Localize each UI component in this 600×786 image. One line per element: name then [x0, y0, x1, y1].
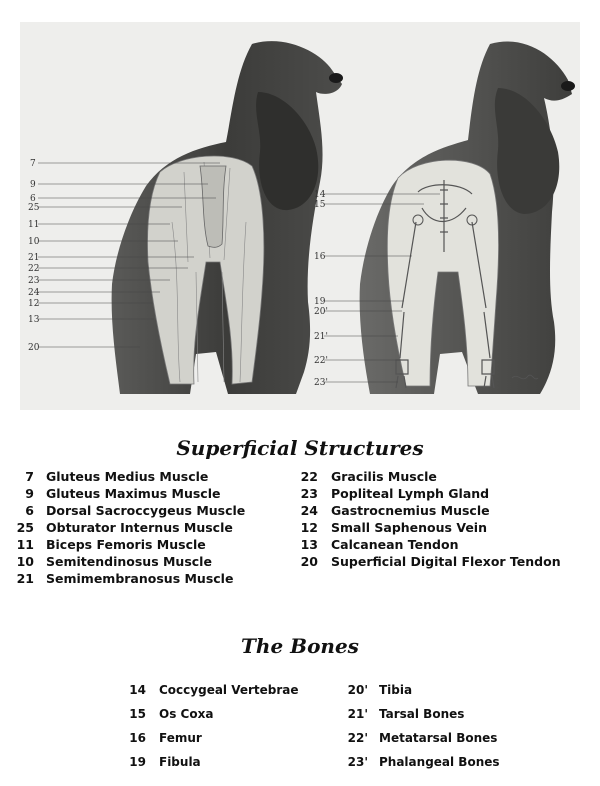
legend-item — [124, 683, 299, 707]
right-dog-ear — [495, 88, 559, 214]
legend-label: Dorsal Sacroccygeus Muscle — [46, 503, 246, 518]
legend-label: Fibula — [159, 755, 201, 769]
callout-20: 20 — [28, 343, 40, 353]
legend-label: Calcanean Tendon — [331, 537, 459, 552]
legend-label: Tarsal Bones — [379, 707, 465, 721]
legend-number: 25 — [16, 520, 34, 535]
callout-21-prime: 21' — [314, 332, 328, 342]
legend-item — [298, 537, 561, 554]
legend-label: Gluteus Medius Muscle — [46, 469, 209, 484]
anatomy-plate — [20, 22, 580, 410]
legend-number: 24 — [300, 503, 318, 518]
legend-number: 23 — [300, 486, 318, 501]
legend-item — [14, 520, 245, 537]
legend-number: 21' — [347, 707, 368, 721]
legend-number: 7 — [25, 469, 34, 484]
legend-item — [298, 469, 561, 486]
legend-label: Gracilis Muscle — [331, 469, 437, 484]
legend-item — [14, 537, 245, 554]
legend-label: Obturator Internus Muscle — [46, 520, 233, 535]
callout-12: 12 — [28, 299, 40, 309]
callout-14: 14 — [314, 190, 326, 200]
legend-item — [14, 503, 245, 520]
callout-10: 10 — [28, 237, 40, 247]
right-dog-nose — [561, 81, 575, 91]
legend-label: Coccygeal Vertebrae — [159, 683, 299, 697]
legend-item — [346, 683, 500, 707]
legend-item — [346, 707, 500, 731]
legend-item — [14, 486, 245, 503]
legend-item — [124, 707, 299, 731]
legend-label: Femur — [159, 731, 202, 745]
callout-25: 25 — [28, 203, 40, 213]
left-dog — [112, 41, 343, 394]
legend-label: Semimembranosus Muscle — [46, 571, 234, 586]
bones-legend-left — [124, 683, 299, 779]
legend-item — [14, 571, 245, 588]
callout-11: 11 — [28, 220, 40, 230]
callout-23-prime: 23' — [314, 378, 328, 388]
legend-item — [298, 554, 561, 571]
legend-label: Metatarsal Bones — [379, 731, 498, 745]
legend-label: Gastrocnemius Muscle — [331, 503, 490, 518]
legend-item — [124, 755, 299, 779]
legend-number: 14 — [129, 683, 146, 697]
legend-item — [14, 469, 245, 486]
superficial-legend-right — [298, 469, 561, 571]
legend-number: 16 — [129, 731, 146, 745]
superficial-legend-left — [14, 469, 245, 588]
legend-number: 6 — [25, 503, 34, 518]
superficial-structures-heading: Superficial Structures — [176, 436, 424, 460]
legend-item — [298, 503, 561, 520]
bones-heading: The Bones — [241, 634, 359, 658]
legend-item — [298, 486, 561, 503]
legend-item — [346, 731, 500, 755]
legend-number: 23' — [347, 755, 368, 769]
callout-15: 15 — [314, 200, 326, 210]
legend-number: 15 — [129, 707, 146, 721]
callout-22: 22 — [28, 264, 40, 274]
legend-number: 9 — [25, 486, 34, 501]
anatomy-illustration — [20, 22, 580, 410]
legend-number: 20' — [347, 683, 368, 697]
callout-24: 24 — [28, 288, 40, 298]
callout-6: 6 — [30, 194, 36, 204]
callout-19: 19 — [314, 297, 326, 307]
legend-number: 11 — [16, 537, 34, 552]
callout-13: 13 — [28, 315, 40, 325]
callout-21: 21 — [28, 253, 40, 263]
legend-label: Superficial Digital Flexor Tendon — [331, 554, 561, 569]
legend-number: 22 — [300, 469, 318, 484]
callout-7: 7 — [30, 159, 36, 169]
legend-label: Semitendinosus Muscle — [46, 554, 212, 569]
legend-label: Phalangeal Bones — [379, 755, 500, 769]
callout-23: 23 — [28, 276, 40, 286]
left-dog-nose — [329, 73, 343, 83]
legend-label: Popliteal Lymph Gland — [331, 486, 490, 501]
legend-item — [124, 731, 299, 755]
legend-label: Small Saphenous Vein — [331, 520, 487, 535]
legend-item — [298, 520, 561, 537]
bones-legend-right — [346, 683, 500, 779]
legend-label: Biceps Femoris Muscle — [46, 537, 206, 552]
legend-number: 22' — [347, 731, 368, 745]
legend-label: Tibia — [379, 683, 413, 697]
callout-20-prime: 20' — [314, 307, 328, 317]
legend-number: 20 — [300, 554, 318, 569]
callout-16: 16 — [314, 252, 326, 262]
legend-number: 10 — [16, 554, 34, 569]
legend-item — [346, 755, 500, 779]
legend-item — [14, 554, 245, 571]
legend-label: Gluteus Maximus Muscle — [46, 486, 221, 501]
right-dog — [360, 42, 575, 394]
callout-9: 9 — [30, 180, 36, 190]
legend-number: 13 — [300, 537, 318, 552]
legend-number: 12 — [300, 520, 318, 535]
legend-number: 19 — [129, 755, 146, 769]
legend-label: Os Coxa — [159, 707, 214, 721]
legend-number: 21 — [16, 571, 34, 586]
callout-22-prime: 22' — [314, 356, 328, 366]
